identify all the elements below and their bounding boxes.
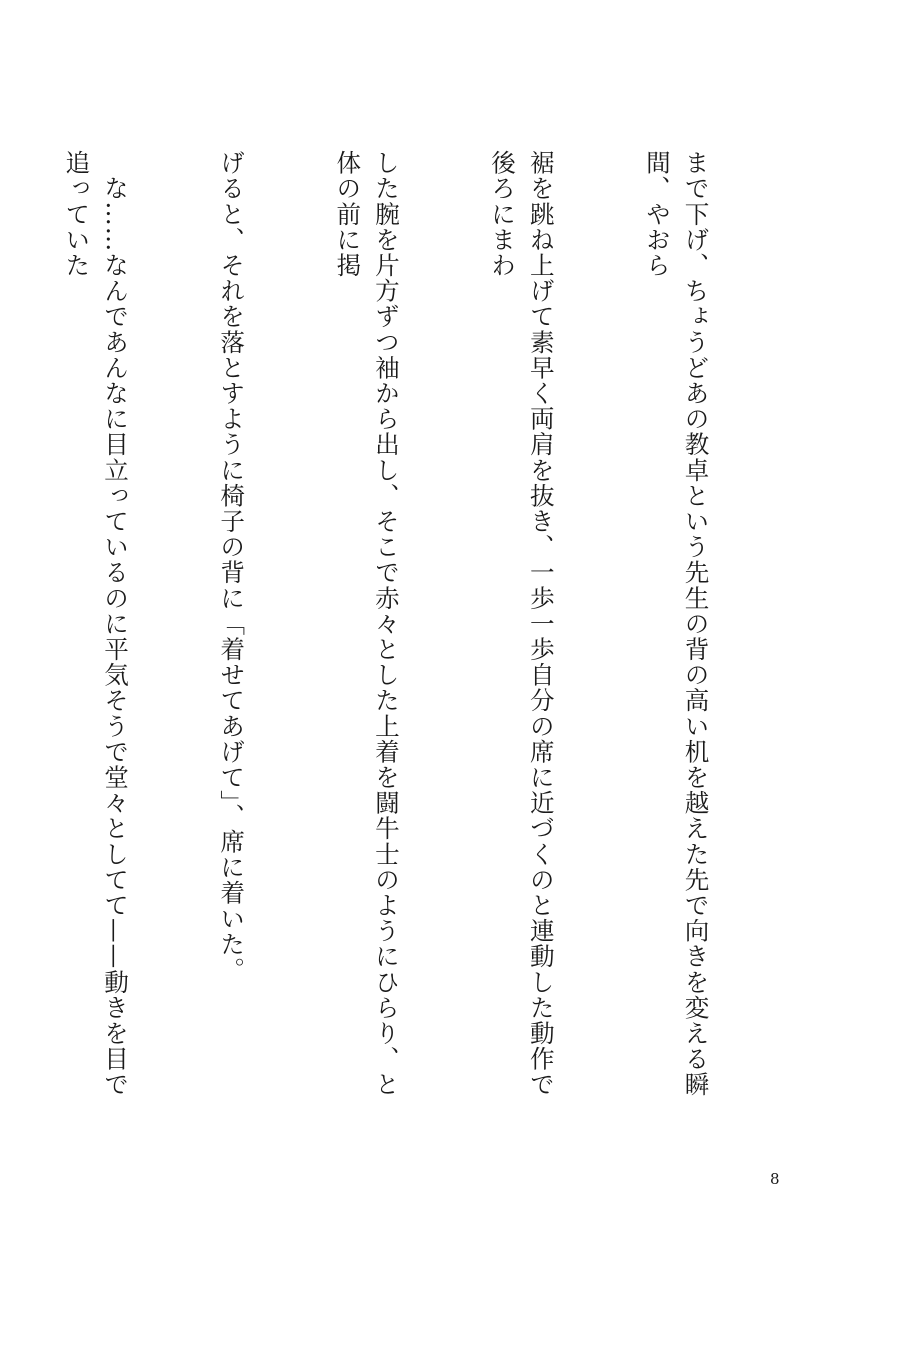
page-number: 8 — [770, 1170, 780, 1188]
text-column: 裾を跳ね上げて素早く両肩を抜き、一歩一歩自分の席に近づくのと連動した動作で後ろにまわ — [488, 150, 556, 1098]
text-column: まで下げ、ちょうどあの教卓という先生の背の高い机を越えた先で向きを変える瞬間、やおら — [642, 150, 711, 1098]
text-column: げると、それを落とすように椅子の背に「着せてあげて」、席に着いた。 — [217, 150, 247, 983]
vertical-text-body — [0, 150, 792, 1122]
text-column: した腕を片方ずつ袖から出し、そこで赤々とした上着を闘牛士のようにひらり、と体の前に掲 — [333, 150, 401, 1098]
text-column: な……なんであんなに目立っているのに平気そうで堂々としてて——動きを目で追っていた — [62, 150, 131, 1098]
